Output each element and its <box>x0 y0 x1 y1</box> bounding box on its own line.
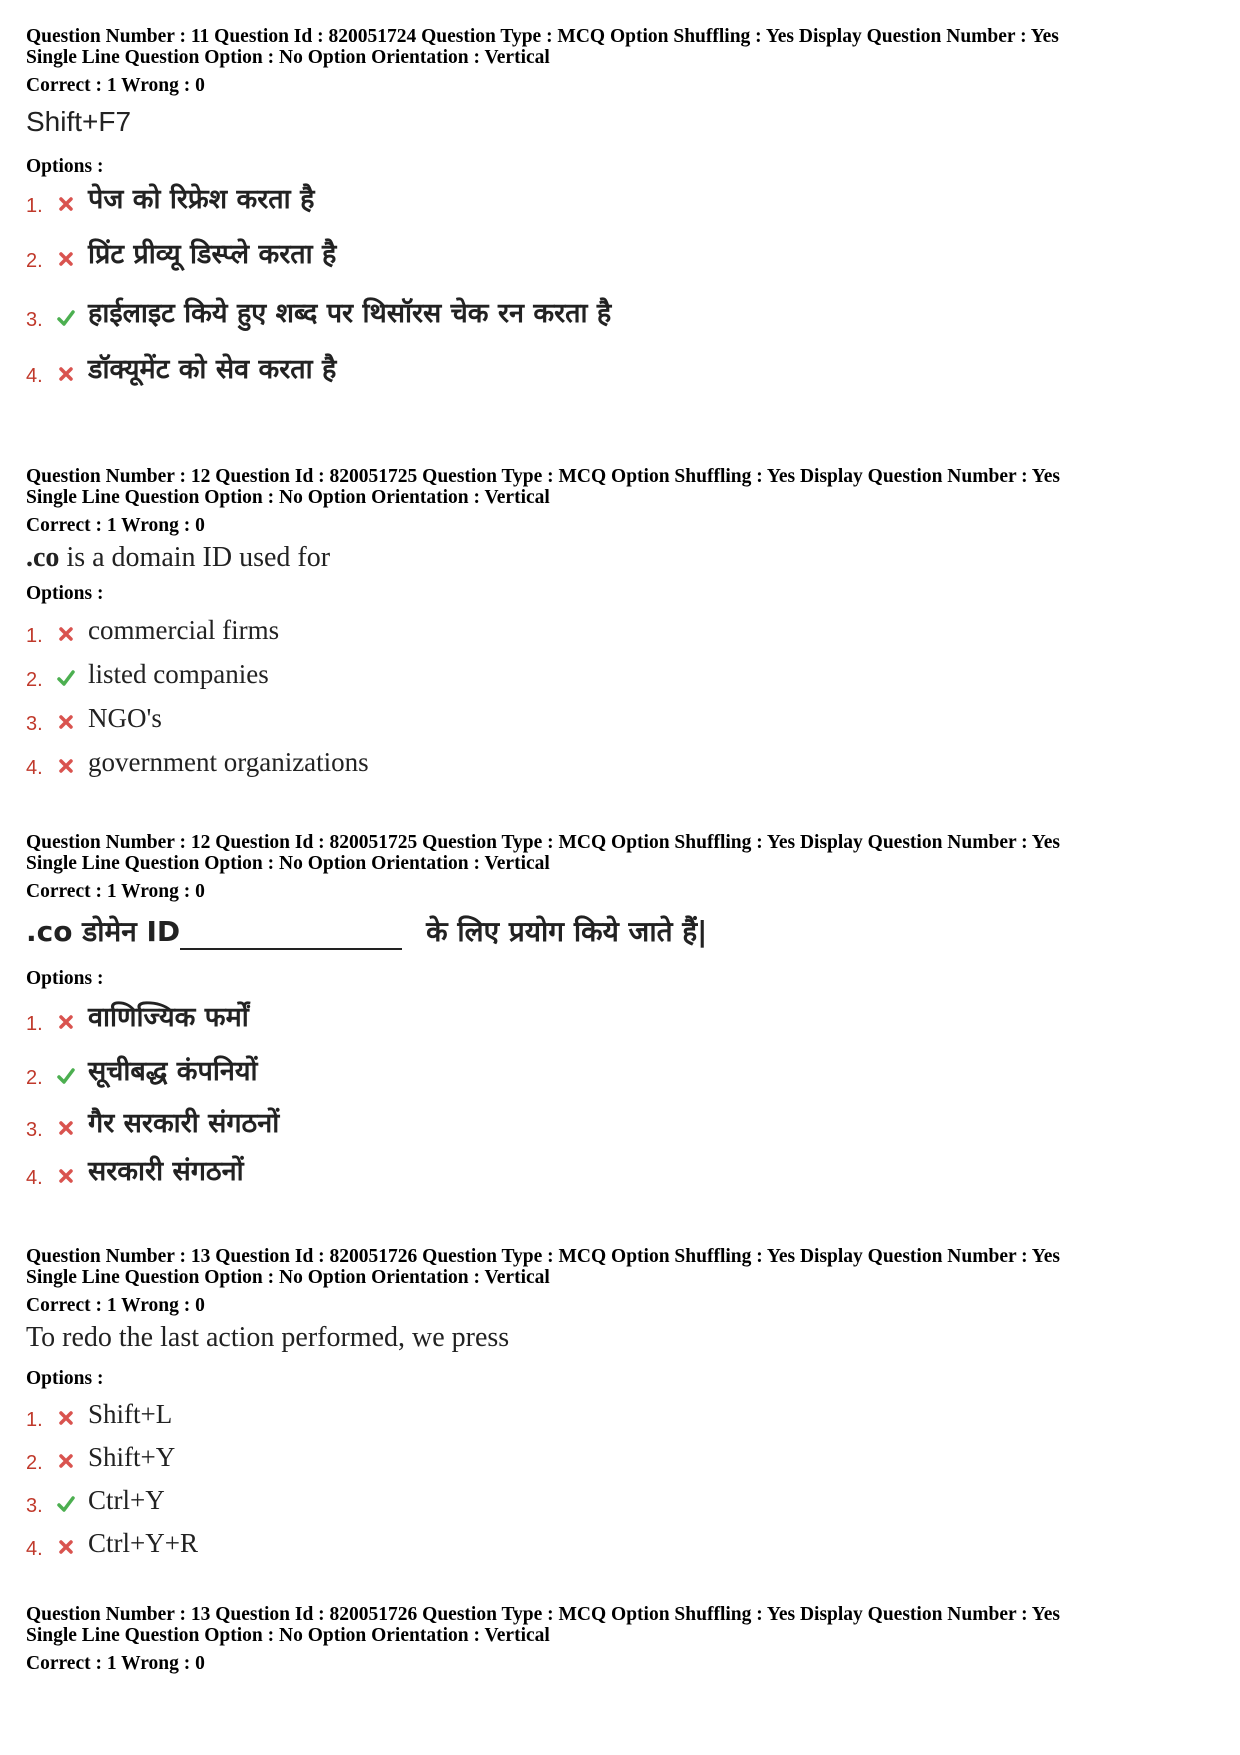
option-text: हाईलाइट किये हुए शब्द पर थिसॉरस चेक रन करता है <box>88 298 612 329</box>
option-text: Ctrl+Y <box>88 1485 165 1515</box>
option-text: सूचीबद्ध कंपनियों <box>88 1056 258 1087</box>
option-text: Ctrl+Y+R <box>88 1528 198 1558</box>
option-text: पेज को रिफ्रेश करता है <box>88 184 315 215</box>
question-meta-line-2: Single Line Question Option : No Option Orientation : Vertical <box>26 487 550 508</box>
question-block-q12-hi <box>26 832 1216 1189</box>
question-block-q12-en <box>26 466 1216 779</box>
cross-icon <box>56 364 76 384</box>
options-label: Options : <box>26 1368 104 1389</box>
marking-scheme: Correct : 1 Wrong : 0 <box>26 1653 205 1674</box>
option-text: प्रिंट प्रीव्यू डिस्प्ले करता है <box>88 239 337 270</box>
question-meta-line: Question Number : 12 Question Id : 820051725 Question Type : MCQ Option Shuffling : Yes Display Question Number : Yes <box>26 466 1060 487</box>
question-block-q13-hi <box>26 1604 1216 1674</box>
question-text <box>26 912 707 950</box>
cross-icon <box>56 1166 76 1186</box>
cross-icon <box>56 1537 76 1557</box>
question-meta-line: Question Number : 13 Question Id : 820051726 Question Type : MCQ Option Shuffling : Yes Display Question Number : Yes <box>26 1604 1060 1625</box>
answer-blank <box>180 920 402 950</box>
option-number: 4. <box>26 1538 43 1560</box>
option-number: 4. <box>26 757 43 779</box>
marking-scheme: Correct : 1 Wrong : 0 <box>26 881 205 902</box>
option-text: गैर सरकारी संगठनों <box>88 1108 280 1139</box>
option-text: डॉक्यूमेंट को सेव करता है <box>88 354 337 385</box>
option-number: 4. <box>26 1167 43 1189</box>
option-number: 1. <box>26 625 43 647</box>
cross-icon <box>56 1012 76 1032</box>
cross-icon <box>56 1451 76 1471</box>
option-number: 1. <box>26 195 43 217</box>
cross-icon <box>56 1408 76 1428</box>
check-icon <box>56 1066 76 1086</box>
question-block-q13-en <box>26 1246 1216 1560</box>
question-domain-label: .co <box>26 542 60 573</box>
option-number: 4. <box>26 365 43 387</box>
options-label: Options : <box>26 156 104 177</box>
question-meta-line: Question Number : 12 Question Id : 820051725 Question Type : MCQ Option Shuffling : Yes Display Question Number : Yes <box>26 832 1060 853</box>
question-text: To redo the last action performed, we press <box>26 1322 510 1353</box>
option-text: commercial firms <box>88 615 280 645</box>
options-label: Options : <box>26 583 104 604</box>
cross-icon <box>56 194 76 214</box>
option-number: 2. <box>26 1452 43 1474</box>
cross-icon <box>56 624 76 644</box>
option-text: Shift+L <box>88 1399 173 1429</box>
option-number: 1. <box>26 1013 43 1035</box>
question-text-part-a: .co डोमेन ID <box>26 915 181 948</box>
cross-icon <box>56 1118 76 1138</box>
question-text-rest: is a domain ID used for <box>59 542 331 573</box>
question-block-q11 <box>26 26 1216 387</box>
marking-scheme: Correct : 1 Wrong : 0 <box>26 1295 205 1316</box>
option-number: 2. <box>26 1067 43 1089</box>
question-meta-line-2: Single Line Question Option : No Option Orientation : Vertical <box>26 1625 550 1646</box>
marking-scheme: Correct : 1 Wrong : 0 <box>26 515 205 536</box>
option-number: 2. <box>26 669 43 691</box>
cross-icon <box>56 712 76 732</box>
option-text: वाणिज्यिक फर्मों <box>88 1002 249 1033</box>
option-text: NGO's <box>88 703 162 733</box>
question-text: Shift+F7 <box>26 106 132 137</box>
option-text: Shift+Y <box>88 1442 176 1472</box>
question-meta-line-2: Single Line Question Option : No Option Orientation : Vertical <box>26 853 550 874</box>
option-number: 3. <box>26 713 43 735</box>
option-number: 3. <box>26 1495 43 1517</box>
option-text: listed companies <box>88 659 269 689</box>
cross-icon <box>56 756 76 776</box>
question-text-part-b: के लिए प्रयोग किये जाते हैं| <box>426 915 708 948</box>
check-icon <box>56 668 76 688</box>
question-text <box>26 542 330 574</box>
option-number: 3. <box>26 309 43 331</box>
question-meta-line-2: Single Line Question Option : No Option Orientation : Vertical <box>26 1267 550 1288</box>
check-icon <box>56 1494 76 1514</box>
option-number: 3. <box>26 1119 43 1141</box>
option-number: 1. <box>26 1409 43 1431</box>
marking-scheme: Correct : 1 Wrong : 0 <box>26 75 205 96</box>
question-meta-line: Question Number : 13 Question Id : 820051726 Question Type : MCQ Option Shuffling : Yes Display Question Number : Yes <box>26 1246 1060 1267</box>
options-label: Options : <box>26 968 104 989</box>
option-number: 2. <box>26 250 43 272</box>
question-meta-line-2: Single Line Question Option : No Option Orientation : Vertical <box>26 47 550 68</box>
check-icon <box>56 308 76 328</box>
option-text: सरकारी संगठनों <box>88 1156 244 1187</box>
cross-icon <box>56 249 76 269</box>
option-text: government organizations <box>88 747 369 777</box>
question-meta-line: Question Number : 11 Question Id : 820051724 Question Type : MCQ Option Shuffling : Yes Display Question Number : Yes <box>26 26 1059 47</box>
